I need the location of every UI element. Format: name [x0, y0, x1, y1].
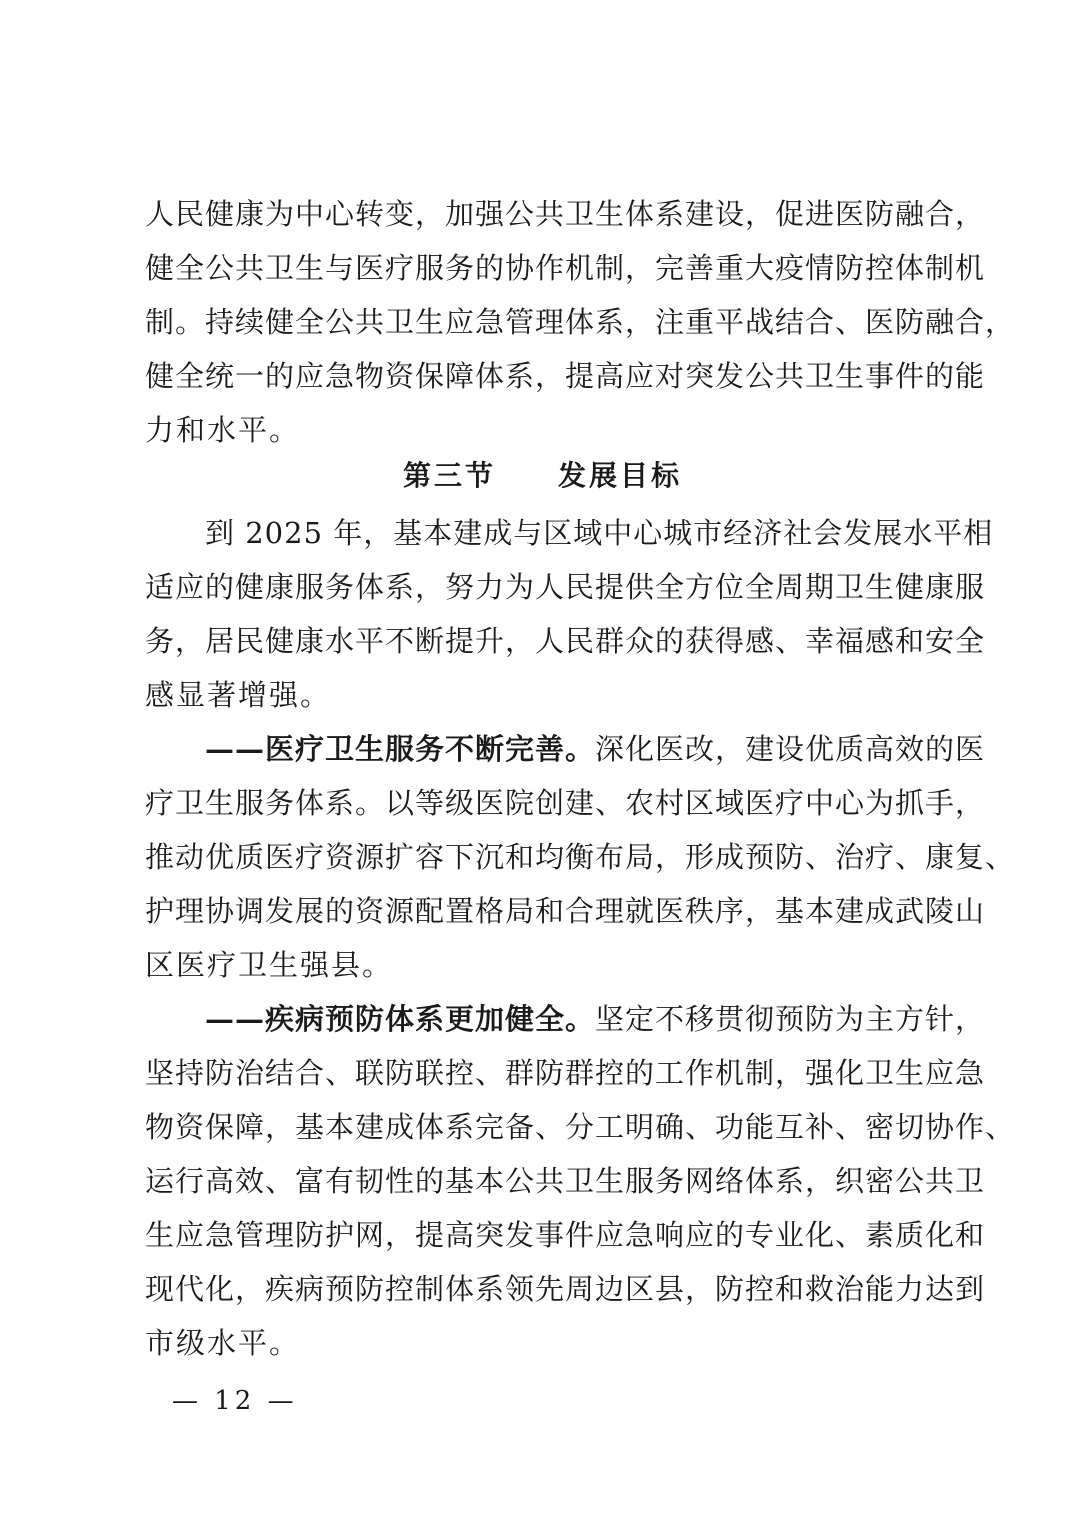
intro-line-3: 制。持续健全公共卫生应急管理体系，注重平战结合、医防融合， — [145, 305, 1016, 339]
item1-line-3: 推动优质医疗资源扩容下沉和均衡布局，形成预防、治疗、康复、 — [145, 840, 1016, 874]
item2-line-6: 现代化，疾病预防控制体系领先周边区县，防控和救治能力达到 — [145, 1272, 986, 1306]
intro-line-2: 健全公共卫生与医疗服务的协作机制，完善重大疫情防控体制机 — [145, 251, 986, 285]
item2-line-3: 物资保障，基本建成体系完备、分工明确、功能互补、密切协作、 — [145, 1110, 1016, 1144]
intro-line-5: 力和水平。 — [145, 413, 301, 447]
page-number: — 12 — — [172, 1386, 298, 1416]
item2-line-2: 坚持防治结合、联防联控、群防群控的工作机制，强化卫生应急 — [145, 1056, 986, 1090]
item1-line-2: 疗卫生服务体系。以等级医院创建、农村区域医疗中心为抓手， — [145, 786, 986, 820]
intro-line-1: 人民健康为中心转变，加强公共卫生体系建设，促进医防融合， — [145, 197, 986, 231]
item2-first-rest: 坚定不移贯彻预防为主方针， — [595, 1002, 986, 1036]
item2-line-5: 生应急管理防护网，提高突发事件应急响应的专业化、素质化和 — [145, 1218, 986, 1252]
goal-line-1: 到 2025 年，基本建成与区域中心城市经济社会发展水平相 — [145, 516, 994, 550]
item1-line-5: 区医疗卫生强县。 — [145, 948, 394, 982]
item1-lead: ——医疗卫生服务不断完善。 — [145, 732, 596, 766]
intro-line-4: 健全统一的应急物资保障体系，提高应对突发公共卫生事件的能 — [145, 359, 986, 393]
goal-line-3: 务，居民健康水平不断提升，人民群众的获得感、幸福感和安全 — [145, 624, 986, 658]
section-heading: 第三节 发展目标 — [402, 459, 682, 492]
item2-first-line — [145, 999, 986, 1039]
goal-line-4: 感显著增强。 — [145, 678, 332, 712]
item2-line-7: 市级水平。 — [145, 1326, 301, 1360]
item2-lead: ——疾病预防体系更加健全。 — [145, 1002, 596, 1036]
item1-line-4: 护理协调发展的资源配置格局和合理就医秩序，基本建成武陵山 — [145, 894, 986, 928]
item1-first-rest: 深化医改，建设优质高效的医 — [595, 732, 986, 766]
goal-line-2: 适应的健康服务体系，努力为人民提供全方位全周期卫生健康服 — [145, 570, 986, 604]
item2-line-4: 运行高效、富有韧性的基本公共卫生服务网络体系，织密公共卫 — [145, 1164, 986, 1198]
item1-first-line — [145, 729, 986, 769]
